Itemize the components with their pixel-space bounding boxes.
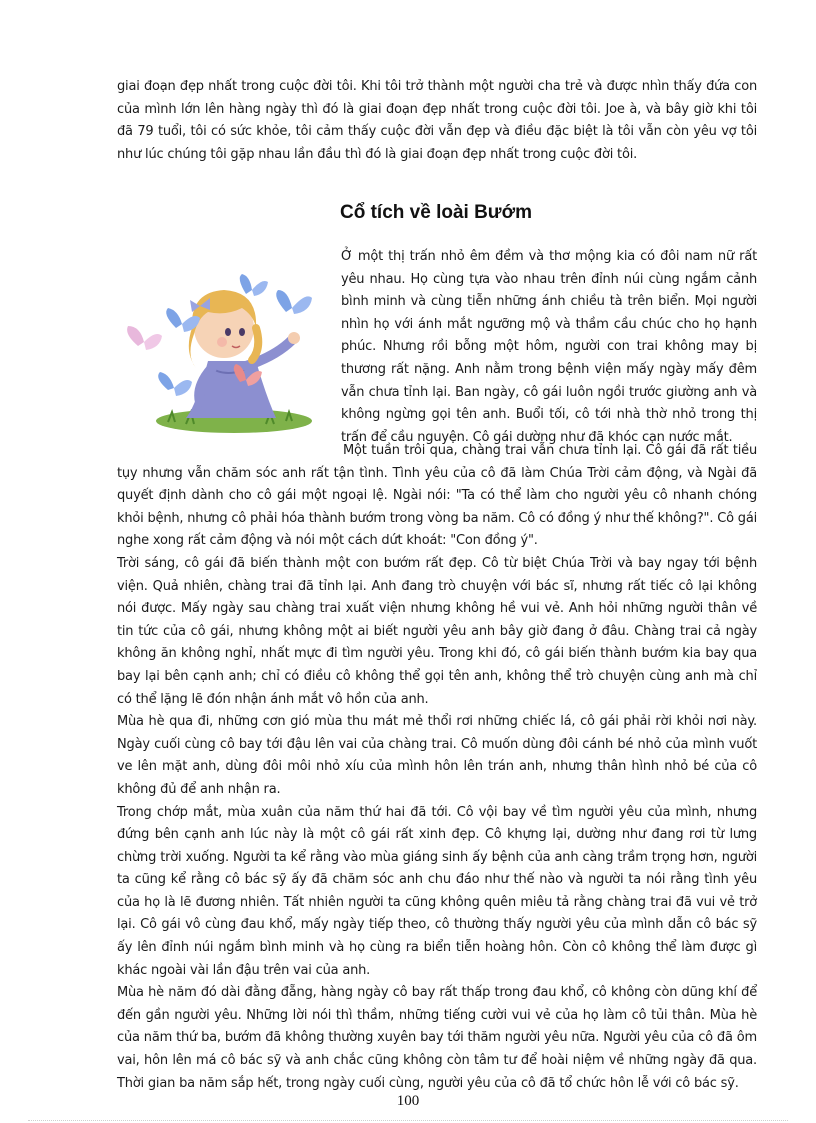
butterfly-blue-top — [240, 274, 268, 296]
footer-divider — [28, 1120, 788, 1121]
story-opening-paragraph — [341, 246, 757, 449]
paragraph-5: Trong chớp mắt, mùa xuân của năm thứ hai đã tới. Cô vội bay về tìm người yêu của mình, nhưng đứng bên cạnh anh lúc này là một cô gái rất xinh đẹp. Cô khựng lại, dường như đang rơi từ lưng chừng trời xuống. Người ta kể rằng vào mùa giáng sinh ấy bệnh của anh càng trầm trọng hơn, người ta cũng kể rằng cô bác sỹ ấy đã chăm sóc anh chu đáo như thế nào và người ta nói rằng tình yêu của họ là lẽ đương nhiên. Tất nhiên người ta cũng không quên miêu tả rằng chàng trai đã vui vẻ trở lại. Cô gái vô cùng đau khổ, mấy ngày tiếp theo, cô thường thấy người yêu của mình dẫn cô bác sỹ ấy lên đỉnh núi ngắm bình minh và họ cùng ra biển tiễn hoàng hôn. Còn cô không thể làm được gì khác ngoài vài lần đậu trên vai của anh. — [117, 804, 757, 978]
paragraph-2: Một tuần trôi qua, chàng trai vẫn chưa tỉnh lại. Cô gái đã rất tiều tụy nhưng vẫn chăm sóc anh rất tận tình. Tình yêu của cô đã làm Chúa Trời cảm động, và Ngài đã quyết định dành cho cô gái một ngoại lệ. Ngài nói: "Ta có thể làm cho người yêu cô nhanh chóng khỏi bệnh, nhưng cô phải hóa thành bướm trong vòng ba năm. Cô có đồng ý như thế không?". Cô gái nghe xong rất cảm động và nói một cách dứt khoát: "Con đồng ý". — [117, 443, 757, 549]
intro-text: giai đoạn đẹp nhất trong cuộc đời tôi. Khi tôi trở thành một người cha trẻ và được nhìn thấy đứa con của mình lớn lên hàng ngày thì đó là giai đoạn đẹp nhất trong cuộc đời tôi. Joe à, và bây giờ khi tôi đã 79 tuổi, tôi có sức khỏe, tôi cảm thấy cuộc đời vẫn đẹp và điều đặc biệt là tôi vẫn còn yêu vợ tôi như lúc chúng tôi gặp nhau lần đầu thì đó là giai đoạn đẹp nhất trong cuộc đời tôi. — [117, 79, 757, 162]
girl-with-butterflies-illustration — [116, 256, 326, 436]
paragraph-3: Trời sáng, cô gái đã biến thành một con bướm rất đẹp. Cô từ biệt Chúa Trời và bay ngay tới bệnh viện. Quả nhiên, chàng trai đã tỉnh lại. Anh đang trò chuyện với bác sĩ, nhưng rất tiếc cô lại không nói được. Mấy ngày sau chàng trai xuất viện nhưng không hề vui vẻ. Anh hỏi những người thân về tin tức của cô gái, nhưng không một ai biết người yêu anh bây giờ đang ở đâu. Chàng trai cả ngày không ăn không nghỉ, nhất mực đi tìm người yêu. Trong khi đó, cô gái biến thành bướm kia bay qua bay lại bên cạnh anh; chỉ có điều cô không thể gọi tên anh, không thể trò chuyện cùng anh mà chỉ có thể lặng lẽ đón nhận ánh mắt vô hồn của anh. — [117, 555, 757, 707]
paragraph-1: Ở một thị trấn nhỏ êm đềm và thơ mộng kia có đôi nam nữ rất yêu nhau. Họ cùng tựa vào nhau trên đỉnh núi cùng ngắm cảnh bình minh và cùng tiễn những ánh chiều tà trên biển. Mọi người nhìn họ với ánh mắt ngưỡng mộ và thầm cầu chúc cho họ hạnh phúc. Nhưng rồi bỗng một hôm, người con trai không may bị thương rất nặng. Anh nằm trong bệnh viện mấy ngày mấy đêm vẫn chưa tỉnh lại. Ban ngày, cô gái luôn ngồi trước giường anh và không ngừng gọi tên anh. Buổi tối, cô tới nhà thờ nhỏ trong thị trấn để cầu nguyện. Cô gái dường như đã khóc cạn nước mắt. — [341, 249, 757, 445]
butterfly-blue-right — [276, 290, 312, 314]
story-body — [117, 440, 757, 1095]
paragraph-4: Mùa hè qua đi, những cơn gió mùa thu mát mẻ thổi rơi những chiếc lá, cô gái phải rời khỏi nơi này. Ngày cuối cùng cô bay tới đậu lên vai của chàng trai. Cô muốn dùng đôi cánh bé nhỏ của mình vuốt ve lên mặt anh, dùng đôi môi nhỏ xíu của mình hôn lên trán anh, nhưng thân hình nhỏ bé của cô không đủ để anh nhận ra. — [117, 714, 757, 797]
story-title: Cổ tích về loài Bướm — [340, 202, 532, 223]
page-number: 100 — [396, 1093, 420, 1109]
intro-paragraph — [117, 76, 757, 166]
butterfly-blue-bottom — [158, 372, 192, 396]
butterfly-pink-left — [127, 326, 162, 350]
paragraph-6: Mùa hè năm đó dài đằng đẵng, hàng ngày cô bay rất thấp trong đau khổ, cô không còn dũng khí để đến gần người yêu. Những lời nói thì thầm, những tiếng cười vui vẻ của họ làm cô tủi thân. Mùa hè của năm thứ ba, bướm đã không thường xuyên bay tới thăm người yêu nữa. Người yêu của cô đã ôm vai, hôn lên má cô bác sỹ và anh chắc cũng không còn tâm tư để hoài niệm về những ngày đã qua. Thời gian ba năm sắp hết, trong ngày cuối cùng, người yêu của cô đã tổ chức hôn lễ với cô bác sỹ. — [117, 985, 757, 1091]
